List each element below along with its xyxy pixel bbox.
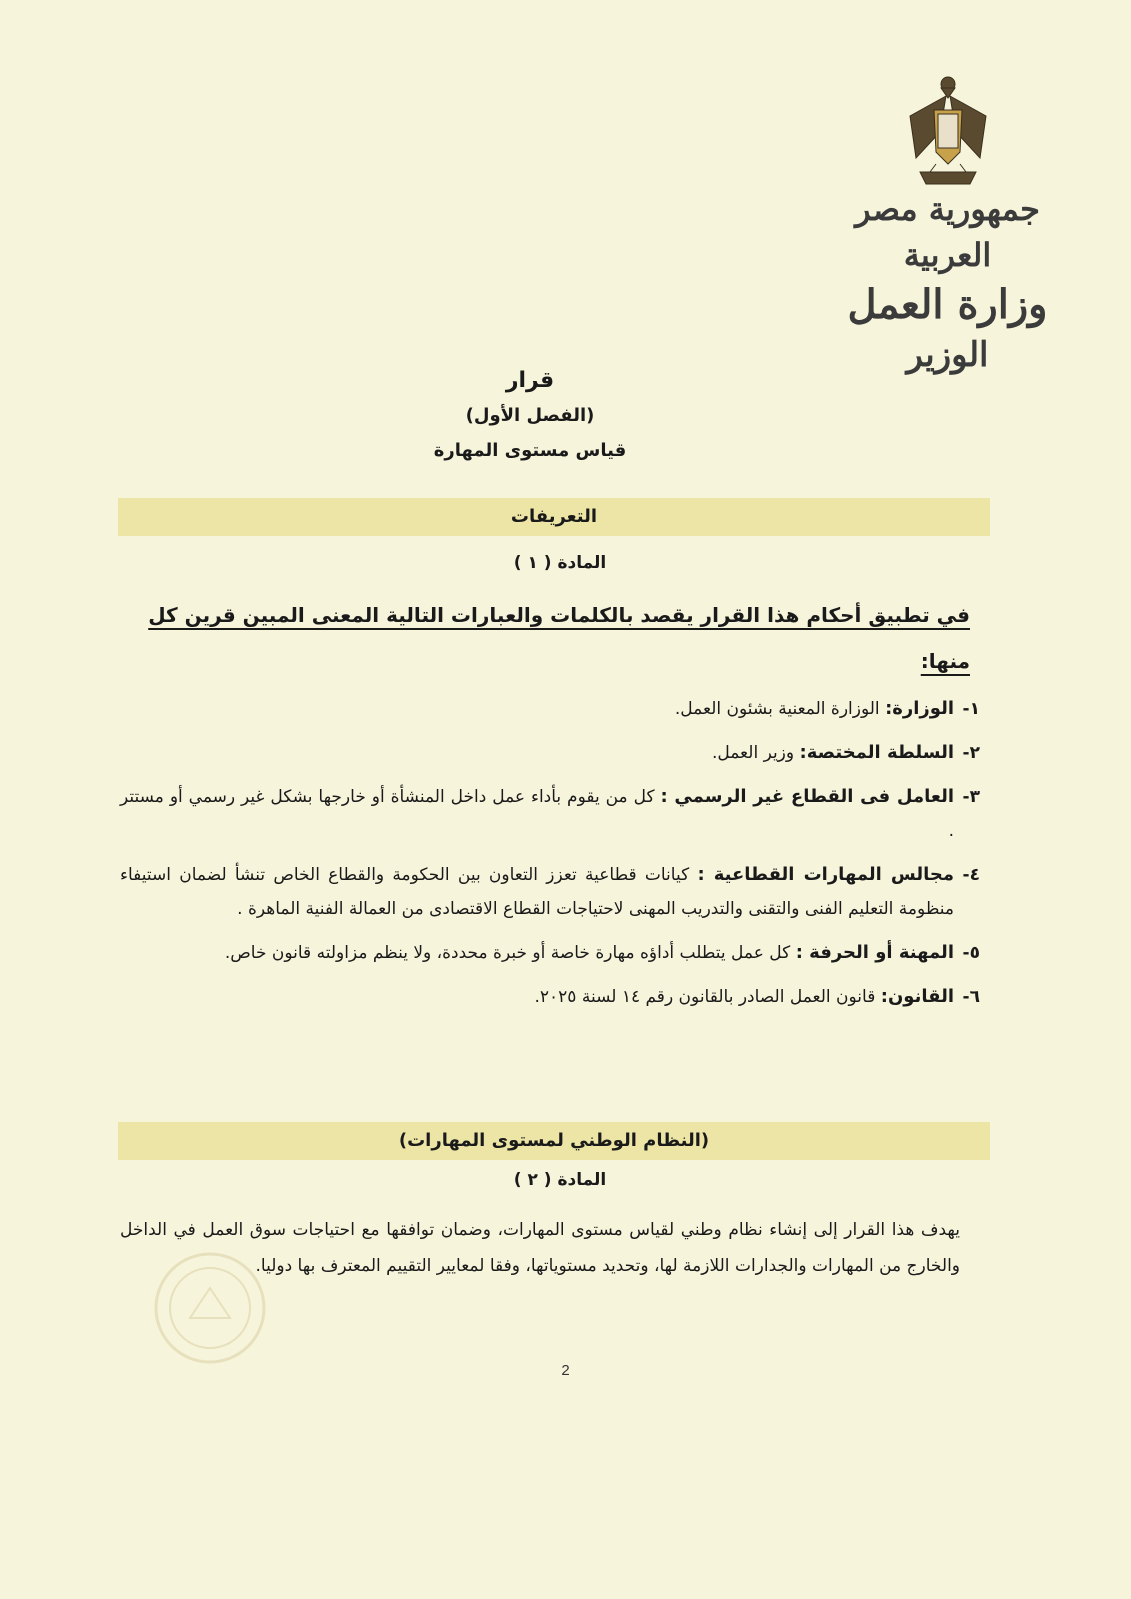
item-term: السلطة المختصة: [799, 742, 954, 763]
item-text: كل عمل يتطلب أداؤه مهارة خاصة أو خبرة محددة، ولا ينظم مزاولته قانون خاص. [224, 943, 796, 963]
list-item [120, 858, 980, 926]
decree-title [440, 368, 620, 393]
list-item [120, 780, 980, 848]
section-heading-definitions: التعريفات [510, 506, 598, 527]
definitions-list [120, 692, 980, 1024]
item-term: الوزارة: [885, 698, 954, 719]
minister-title: الوزير [906, 335, 989, 375]
item-text: كيانات قطاعية تعزز التعاون بين الحكومة والقطاع الخاص تنشأ لضمان استيفاء منظومة التعليم الفنى والتقنى والتدريب المهنى لاحتياجات القطاع الاقتصادى من العمالة الفنية الماهرة . [120, 865, 954, 919]
item-term: القانون: [880, 986, 954, 1007]
article-1-label: المادة ( ١ ) [513, 553, 607, 573]
list-item [120, 936, 980, 970]
section-heading-national-system: (النظام الوطني لمستوى المهارات) [398, 1130, 710, 1151]
item-number: ١- [962, 699, 980, 719]
list-item [120, 692, 980, 726]
item-text: وزير العمل. [711, 743, 800, 763]
ministry-seal-icon [150, 1248, 270, 1368]
eagle-emblem-icon [900, 72, 996, 192]
item-term: العامل فى القطاع غير الرسمي : [660, 786, 954, 807]
chapter-subtitle: قياس مستوى المهارة [433, 440, 627, 461]
definitions-intro [120, 592, 970, 684]
item-number: ٤- [962, 865, 980, 885]
republic-name: جمهورية مصر العربية [855, 190, 1040, 274]
article-2-text: يهدف هذا القرار إلى إنشاء نظام وطني لقياس مستوى المهارات، وضمان توافقها مع احتياجات سوق العمل في الداخل والخارج من المهارات والجدارات اللازمة لها، وتحديد مستوياتها، وفقا لمعايير التقييم المعترف بها دوليا. [120, 1220, 960, 1276]
decree-title-text: قرار [505, 368, 555, 393]
ministry-header [835, 186, 1060, 378]
item-number: ٢- [962, 743, 980, 763]
chapter-title: (الفصل الأول) [465, 405, 595, 426]
item-number: ٦- [962, 987, 980, 1007]
list-item [120, 736, 980, 770]
item-number: ٥- [962, 943, 980, 963]
item-text: قانون العمل الصادر بالقانون رقم ١٤ لسنة ٢٠٢٥. [534, 987, 881, 1007]
item-text: كل من يقوم بأداء عمل داخل المنشأة أو خارجها بشكل غير رسمي أو مستتر . [120, 787, 954, 841]
item-term: مجالس المهارات القطاعية : [697, 864, 954, 885]
list-item [120, 980, 980, 1014]
definitions-intro-text: في تطبيق أحكام هذا القرار يقصد بالكلمات والعبارات التالية المعنى المبين قرين كل منها: [148, 603, 970, 673]
article-2-label: المادة ( ٢ ) [513, 1170, 607, 1190]
item-number: ٣- [962, 787, 980, 807]
item-text: الوزارة المعنية بشئون العمل. [674, 699, 886, 719]
ministry-name: وزارة العمل [847, 281, 1048, 328]
page-number: 2 [561, 1362, 570, 1379]
item-term: المهنة أو الحرفة : [795, 942, 954, 963]
